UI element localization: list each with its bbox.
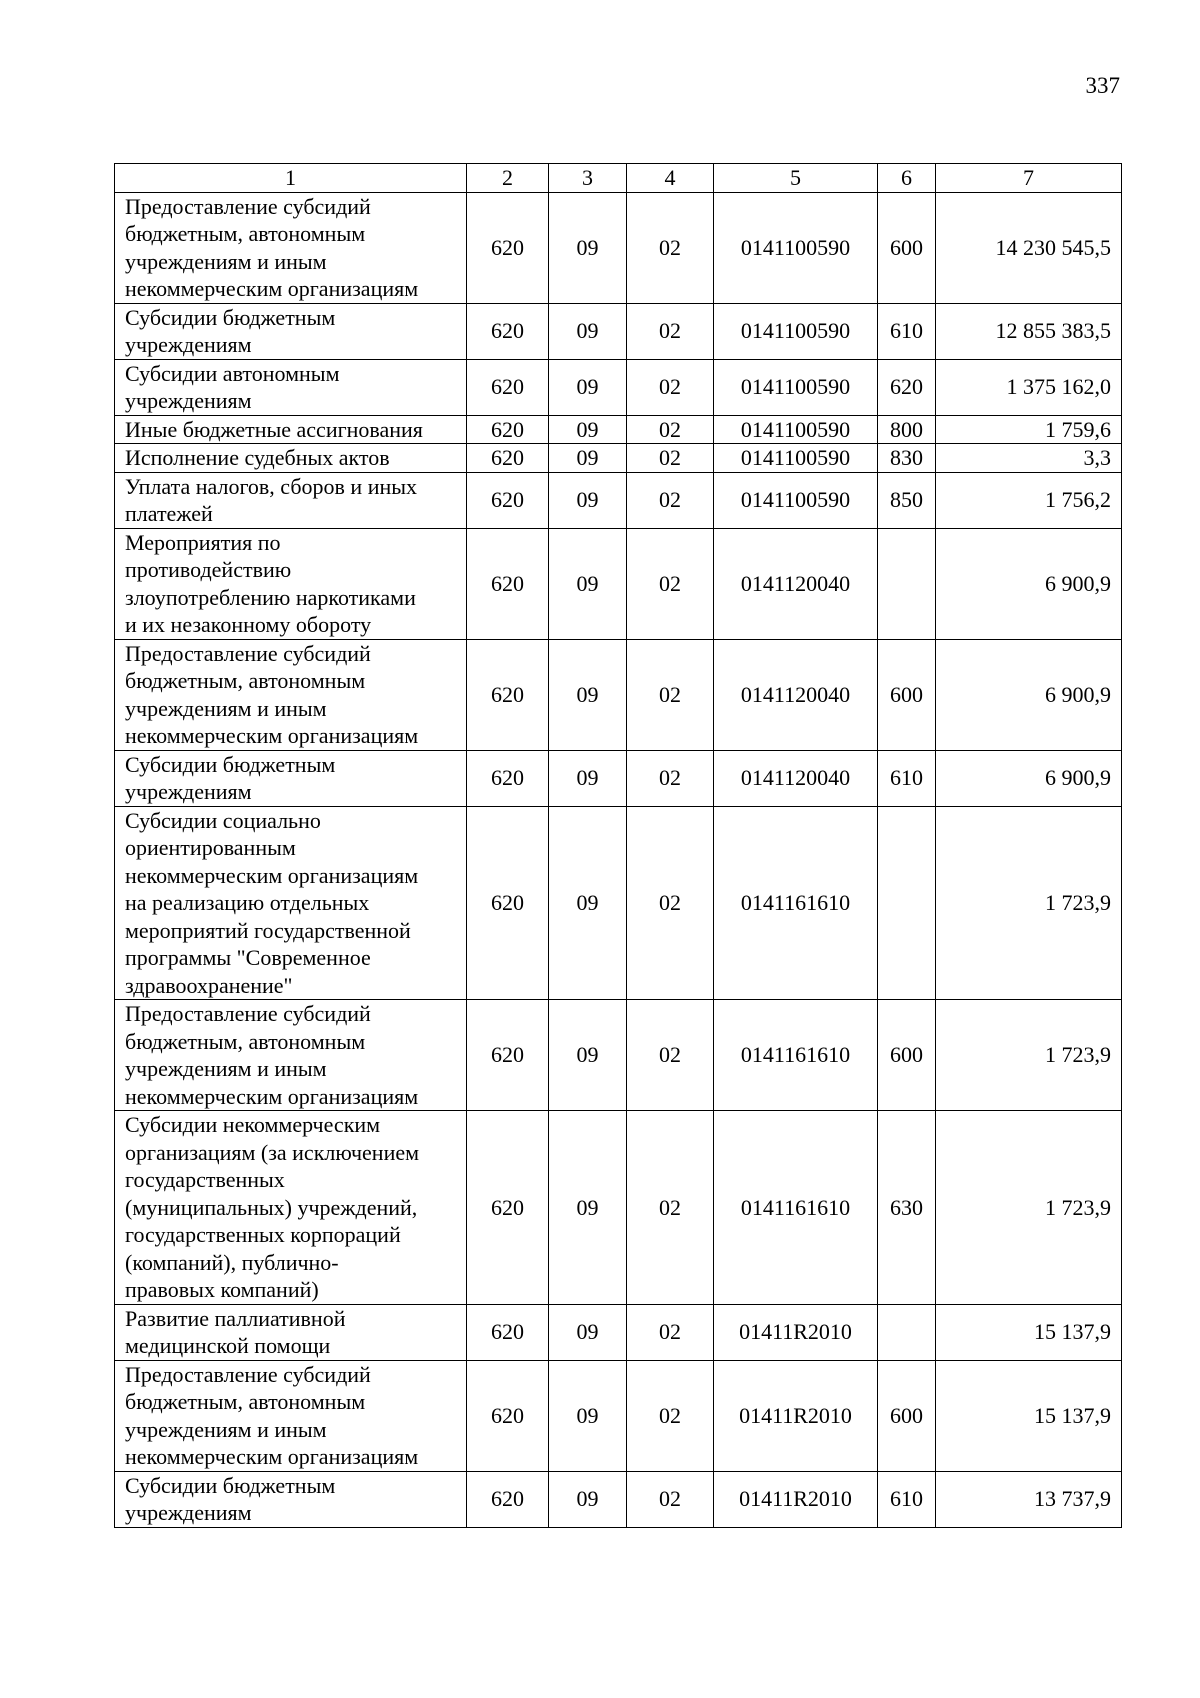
table-row [115,1111,1122,1305]
table-row [115,528,1122,639]
section-code-cell: 09 [549,192,627,303]
item-name-cell: Предоставление субсидий бюджетным, автономным учреждениям и иным некоммерческим организациям [115,1000,467,1111]
target-article-code-cell: 0141100590 [714,472,878,528]
ministry-code-cell: 620 [467,1304,549,1360]
expense-type-code-cell: 610 [878,1471,936,1527]
ministry-code-cell: 620 [467,750,549,806]
table-row [115,1471,1122,1527]
ministry-code-cell: 620 [467,806,549,1000]
subsection-code-cell: 02 [627,1471,714,1527]
page-number: 337 [1085,73,1120,98]
amount-cell: 6 900,9 [936,750,1122,806]
ministry-code-cell: 620 [467,303,549,359]
expense-type-code-cell: 850 [878,472,936,528]
table-row [115,359,1122,415]
item-name-cell: Иные бюджетные ассигнования [115,415,467,444]
amount-cell: 13 737,9 [936,1471,1122,1527]
section-code-cell: 09 [549,1304,627,1360]
section-code-cell: 09 [549,1000,627,1111]
item-name-cell: Субсидии бюджетным учреждениям [115,750,467,806]
subsection-code-cell: 02 [627,415,714,444]
subsection-code-cell: 02 [627,472,714,528]
table-row [115,1360,1122,1471]
expense-type-code-cell [878,806,936,1000]
column-header: 6 [878,164,936,193]
target-article-code-cell: 0141120040 [714,528,878,639]
table-row [115,639,1122,750]
subsection-code-cell: 02 [627,750,714,806]
ministry-code-cell: 620 [467,639,549,750]
expense-type-code-cell: 630 [878,1111,936,1305]
section-code-cell: 09 [549,472,627,528]
ministry-code-cell: 620 [467,472,549,528]
expense-type-code-cell: 610 [878,750,936,806]
table-row [115,750,1122,806]
target-article-code-cell: 0141100590 [714,359,878,415]
subsection-code-cell: 02 [627,192,714,303]
item-name-cell: Субсидии бюджетным учреждениям [115,1471,467,1527]
section-code-cell: 09 [549,444,627,473]
target-article-code-cell: 0141100590 [714,303,878,359]
subsection-code-cell: 02 [627,806,714,1000]
subsection-code-cell: 02 [627,639,714,750]
item-name-cell: Исполнение судебных актов [115,444,467,473]
expense-type-code-cell: 830 [878,444,936,473]
item-name-cell: Субсидии некоммерческим организациям (за исключением государственных (муниципальных) учреждений, государственных корпораций (компаний), публично- правовых компаний) [115,1111,467,1305]
target-article-code-cell: 0141120040 [714,750,878,806]
budget-table [114,163,1122,1528]
table-row [115,1000,1122,1111]
section-code-cell: 09 [549,639,627,750]
target-article-code-cell: 0141161610 [714,806,878,1000]
target-article-code-cell: 01411R2010 [714,1360,878,1471]
target-article-code-cell: 0141120040 [714,639,878,750]
amount-cell: 6 900,9 [936,528,1122,639]
target-article-code-cell: 0141161610 [714,1111,878,1305]
item-name-cell: Субсидии социально ориентированным некоммерческим организациям на реализацию отдельных мероприятий государственной программы "Современное здравоохранение" [115,806,467,1000]
section-code-cell: 09 [549,528,627,639]
table-row [115,303,1122,359]
column-header: 1 [115,164,467,193]
header-row [115,164,1122,193]
expense-type-code-cell: 610 [878,303,936,359]
amount-cell: 12 855 383,5 [936,303,1122,359]
table-row [115,415,1122,444]
ministry-code-cell: 620 [467,1360,549,1471]
amount-cell: 1 723,9 [936,1000,1122,1111]
expense-type-code-cell: 620 [878,359,936,415]
subsection-code-cell: 02 [627,1000,714,1111]
ministry-code-cell: 620 [467,1000,549,1111]
expense-type-code-cell: 800 [878,415,936,444]
subsection-code-cell: 02 [627,1304,714,1360]
section-code-cell: 09 [549,303,627,359]
section-code-cell: 09 [549,415,627,444]
expense-type-code-cell [878,1304,936,1360]
item-name-cell: Развитие паллиативной медицинской помощи [115,1304,467,1360]
amount-cell: 1 723,9 [936,1111,1122,1305]
subsection-code-cell: 02 [627,1111,714,1305]
amount-cell: 1 375 162,0 [936,359,1122,415]
expense-type-code-cell: 600 [878,1000,936,1111]
expense-type-code-cell: 600 [878,639,936,750]
amount-cell: 3,3 [936,444,1122,473]
amount-cell: 15 137,9 [936,1360,1122,1471]
column-header: 5 [714,164,878,193]
ministry-code-cell: 620 [467,444,549,473]
table-row [115,444,1122,473]
target-article-code-cell: 0141100590 [714,415,878,444]
target-article-code-cell: 0141100590 [714,444,878,473]
section-code-cell: 09 [549,1111,627,1305]
ministry-code-cell: 620 [467,359,549,415]
item-name-cell: Субсидии бюджетным учреждениям [115,303,467,359]
target-article-code-cell: 01411R2010 [714,1471,878,1527]
column-header: 2 [467,164,549,193]
column-header: 3 [549,164,627,193]
section-code-cell: 09 [549,1471,627,1527]
ministry-code-cell: 620 [467,1111,549,1305]
section-code-cell: 09 [549,359,627,415]
table-row [115,472,1122,528]
item-name-cell: Предоставление субсидий бюджетным, автономным учреждениям и иным некоммерческим организациям [115,639,467,750]
column-header: 7 [936,164,1122,193]
section-code-cell: 09 [549,750,627,806]
target-article-code-cell: 0141100590 [714,192,878,303]
expense-type-code-cell: 600 [878,192,936,303]
item-name-cell: Мероприятия по противодействию злоупотреблению наркотиками и их незаконному обороту [115,528,467,639]
table-row [115,192,1122,303]
ministry-code-cell: 620 [467,528,549,639]
ministry-code-cell: 620 [467,192,549,303]
amount-cell: 1 723,9 [936,806,1122,1000]
ministry-code-cell: 620 [467,415,549,444]
amount-cell: 15 137,9 [936,1304,1122,1360]
item-name-cell: Предоставление субсидий бюджетным, автономным учреждениям и иным некоммерческим организациям [115,1360,467,1471]
column-header: 4 [627,164,714,193]
section-code-cell: 09 [549,1360,627,1471]
item-name-cell: Уплата налогов, сборов и иных платежей [115,472,467,528]
subsection-code-cell: 02 [627,1360,714,1471]
section-code-cell: 09 [549,806,627,1000]
amount-cell: 1 756,2 [936,472,1122,528]
table-row [115,1304,1122,1360]
amount-cell: 14 230 545,5 [936,192,1122,303]
subsection-code-cell: 02 [627,528,714,639]
amount-cell: 6 900,9 [936,639,1122,750]
expense-type-code-cell [878,528,936,639]
target-article-code-cell: 0141161610 [714,1000,878,1111]
subsection-code-cell: 02 [627,303,714,359]
ministry-code-cell: 620 [467,1471,549,1527]
target-article-code-cell: 01411R2010 [714,1304,878,1360]
table-row [115,806,1122,1000]
subsection-code-cell: 02 [627,444,714,473]
item-name-cell: Предоставление субсидий бюджетным, автономным учреждениям и иным некоммерческим организациям [115,192,467,303]
amount-cell: 1 759,6 [936,415,1122,444]
expense-type-code-cell: 600 [878,1360,936,1471]
subsection-code-cell: 02 [627,359,714,415]
item-name-cell: Субсидии автономным учреждениям [115,359,467,415]
